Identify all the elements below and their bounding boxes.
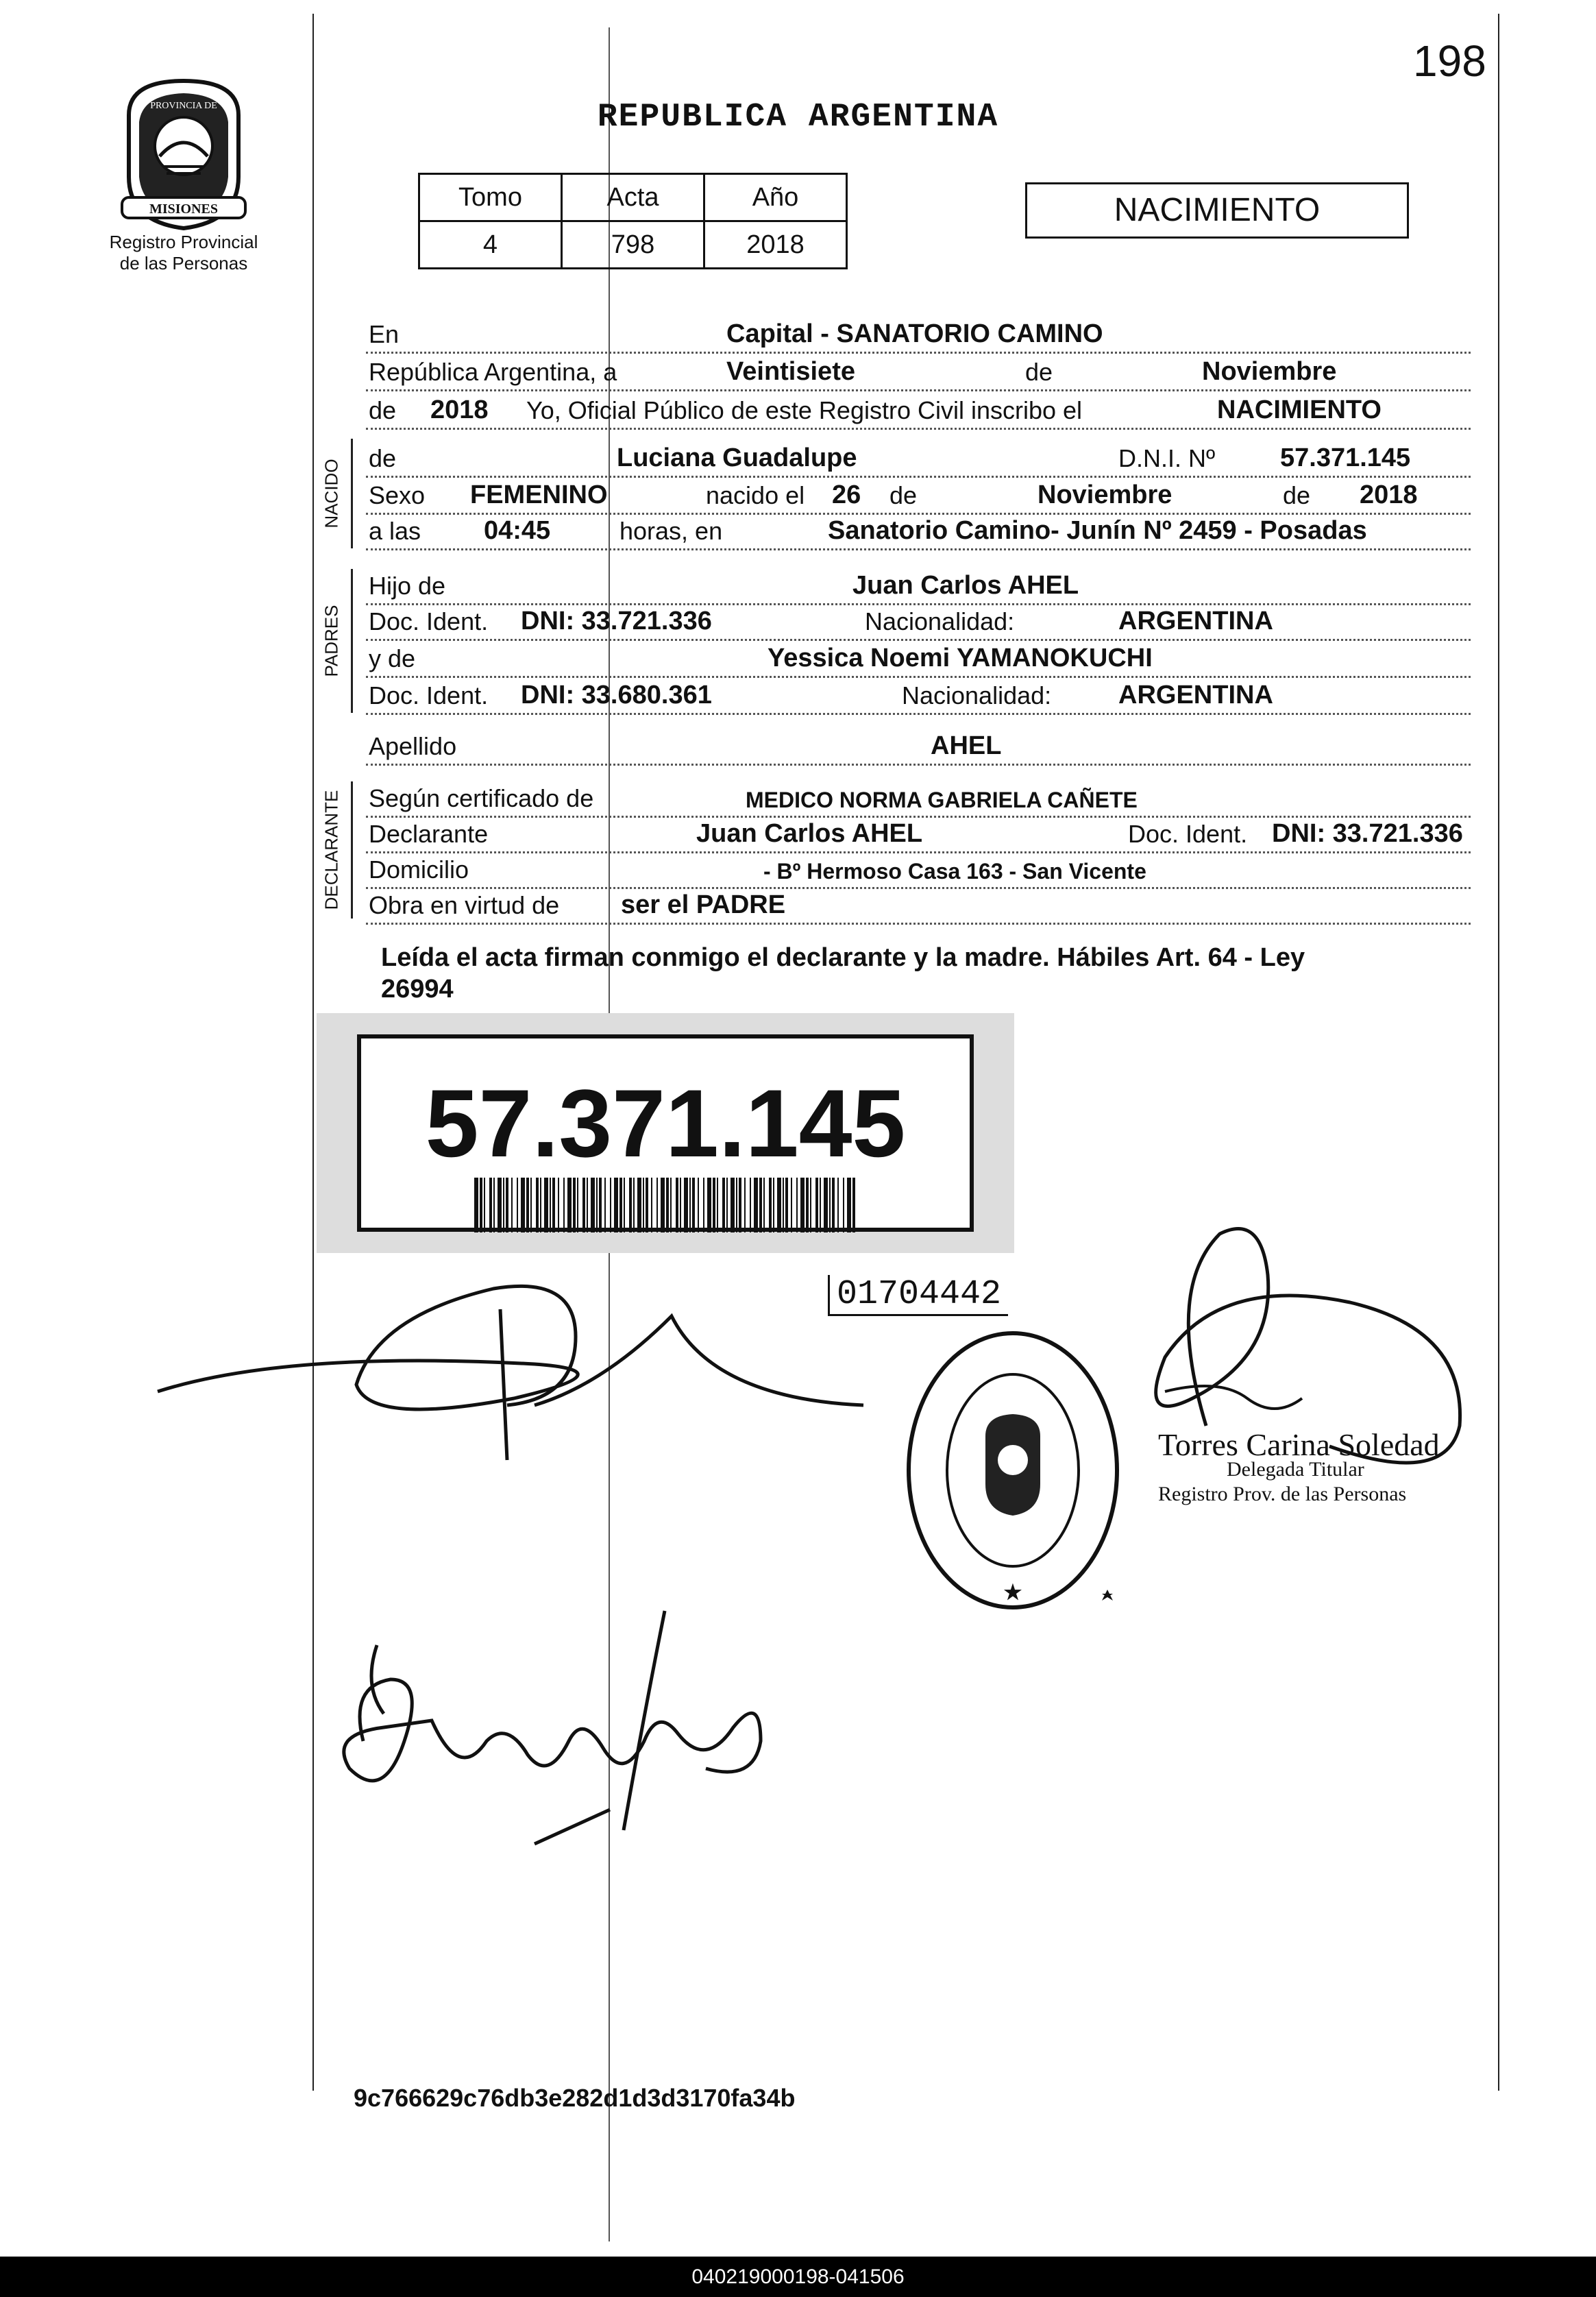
value-mother-nationality: ARGENTINA [1118,681,1273,709]
value-domicilio: - Bº Hermoso Casa 163 - San Vicente [763,859,1146,884]
barcode-bar [847,1178,851,1232]
label-de: de [1025,358,1053,386]
value-tomo: 4 [419,221,562,269]
barcode-bar [763,1178,765,1232]
value-birth-place: Sanatorio Camino- Junín Nº 2459 - Posadas [828,516,1367,545]
barcode-bar [567,1178,572,1232]
barcode-bar [754,1178,758,1232]
record-table-header [419,174,847,221]
value-inscribo: NACIMIENTO [1217,396,1382,424]
value-month-words: Noviembre [1202,357,1337,386]
barcode-bar [689,1178,691,1232]
barcode-bar [536,1178,539,1232]
barcode-bar [521,1178,525,1232]
header-anio: Año [704,174,847,221]
barcode-bar [744,1178,746,1232]
barcode-bar [629,1178,632,1232]
section-nacido [317,439,347,548]
row-certificado [366,783,1471,818]
value-anio: 2018 [704,221,847,269]
dni-barcode [474,1178,857,1232]
barcode-bar [544,1178,548,1232]
label-de-3: de [1283,481,1311,509]
document-title: REPUBLICA ARGENTINA [597,99,999,136]
barcode-bar [624,1178,625,1232]
record-type-box: NACIMIENTO [1025,182,1409,239]
barcode-bar [773,1178,774,1232]
barcode-bar [852,1178,855,1232]
label-y-de: y de [369,644,416,672]
barcode-bar [577,1178,578,1232]
value-certificado: MEDICO NORMA GABRIELA CAÑETE [746,788,1138,812]
barcode-bar [498,1178,502,1232]
row-en [366,319,1471,354]
value-sexo: FEMENINO [470,481,608,509]
dni-stamp-number: 57.371.145 [425,1069,906,1177]
barcode-bar [526,1178,529,1232]
barcode-bar [517,1178,518,1232]
barcode-bar [820,1178,821,1232]
label-nacionalidad-2: Nacionalidad: [902,681,1052,709]
value-name: Luciana Guadalupe [617,443,857,472]
value-acta: 798 [562,221,704,269]
value-apellido: AHEL [931,731,1002,760]
label-nacionalidad: Nacionalidad: [865,607,1015,635]
closing-line1: Leída el acta firman conmigo el declarante y la madre. Hábiles Art. 64 - Ley [381,943,1305,972]
barcode-bar [643,1178,644,1232]
section-padres-label: PADRES [321,605,342,677]
barcode-bar [692,1178,695,1232]
barcode-bar [739,1178,741,1232]
section-declarante-line [351,781,353,919]
barcode-bar [591,1178,595,1232]
row-sexo [366,480,1471,515]
barcode-bar [806,1178,809,1232]
barcode-bar [558,1178,559,1232]
row-father-doc [366,606,1471,641]
label-de-2: de [889,481,918,509]
label-domicilio: Domicilio [369,855,469,884]
barcode-bar [633,1178,635,1232]
barcode-bar [511,1178,513,1232]
document-hash: 9c766629c76db3e282d1d3d3170fa34b [354,2084,796,2112]
value-place: Capital - SANATORIO CAMINO [726,319,1103,348]
barcode-bar [661,1178,665,1232]
barcode-bar [587,1178,588,1232]
barcode-bar [614,1178,618,1232]
value-father-doc: DNI: 33.721.336 [521,607,712,635]
value-declarante: Juan Carlos AHEL [696,819,923,848]
barcode-bar [713,1178,715,1232]
barcode-bar [676,1178,678,1232]
row-obra [366,890,1471,925]
barcode-bar [800,1178,805,1232]
row-republica [366,356,1471,391]
barcode-bar [680,1178,681,1232]
barcode-bar [540,1178,541,1232]
row-hijo-de [366,570,1471,605]
barcode-bar [750,1178,751,1232]
section-padres [317,569,347,713]
record-table [418,173,848,269]
record-table-values [419,221,847,269]
barcode-bar [666,1178,669,1232]
barcode-bar [783,1178,784,1232]
row-name [366,443,1471,478]
barcode-bar [596,1178,598,1232]
value-father-nationality: ARGENTINA [1118,607,1273,635]
svg-text:PROVINCIA DE: PROVINCIA DE [150,101,217,111]
section-nacido-label: NACIDO [321,459,342,528]
label-apellido: Apellido [369,732,457,760]
barcode-bar [651,1178,652,1232]
barcode-bar [707,1178,711,1232]
value-mother-name: Yessica Noemi YAMANOKUCHI [768,644,1153,672]
label-doc-ident-2: Doc. Ident. [369,681,489,709]
barcode-bar [815,1178,818,1232]
barcode-bar [474,1178,478,1232]
value-declarante-doc: DNI: 33.721.336 [1272,819,1463,848]
label-horas-en: horas, en [619,517,723,545]
barcode-bar [777,1178,781,1232]
delegate-office: Registro Prov. de las Personas [1158,1483,1407,1505]
barcode-bar [832,1178,835,1232]
barcode-bar [796,1178,798,1232]
barcode-bar [619,1178,622,1232]
page-number: 198 [1413,36,1486,86]
value-mother-doc: DNI: 33.680.361 [521,681,712,709]
barcode-bar [599,1178,602,1232]
svg-text:★: ★ [1003,1581,1022,1604]
barcode-bar [726,1178,728,1232]
closing-line2: 26994 [381,975,454,1004]
header-acta: Acta [562,174,704,221]
barcode-bar [829,1178,831,1232]
barcode-bar [563,1178,565,1232]
label-inscribo: Yo, Oficial Público de este Registro Civil inscribo el [526,396,1083,424]
barcode-bar [582,1178,585,1232]
section-declarante [317,781,347,919]
label-sexo: Sexo [369,481,426,509]
registry-label [89,232,278,274]
label-republica: República Argentina, a [369,358,617,386]
barcode-bar [785,1178,788,1232]
mother-signature [322,1604,815,1864]
label-declarante: Declarante [369,820,489,848]
label-doc-ident: Doc. Ident. [369,607,489,635]
barcode-bar [656,1178,658,1232]
closing-statement [381,942,1491,1005]
svg-text:MISIONES: MISIONES [149,202,219,217]
label-obra: Obra en virtud de [369,891,560,919]
label-certificado: Según certificado de [369,784,594,812]
barcode-bar [843,1178,844,1232]
delegate-block [1158,1427,1440,1507]
row-declarante [366,818,1471,853]
value-day-words: Veintisiete [726,357,855,386]
barcode-bar [769,1178,772,1232]
barcode-bar [717,1178,718,1232]
section-declarante-label: DECLARANTE [321,790,342,910]
barcode-bar [810,1178,811,1232]
barcode-bar [550,1178,551,1232]
footer-code: 040219000198-041506 [0,2257,1596,2297]
label-de-year: de [369,396,397,424]
barcode-bar [503,1178,504,1232]
misiones-coat-of-arms-logo [115,74,252,232]
barcode-bar [573,1178,576,1232]
barcode-bar [530,1178,532,1232]
value-birth-time: 04:45 [484,516,551,545]
row-domicilio [366,854,1471,889]
section-nacido-line [351,439,353,548]
label-hijo-de: Hijo de [369,572,446,600]
label-doc-ident-3: Doc. Ident. [1128,820,1248,848]
value-birth-month: Noviembre [1038,481,1173,509]
barcode-bar [670,1178,672,1232]
delegate-title: Delegada Titular [1227,1458,1364,1481]
barcode-bar [493,1178,495,1232]
barcode-bar [703,1178,704,1232]
value-dni: 57.371.145 [1280,443,1411,472]
row-mother-doc [366,680,1471,715]
value-birth-year: 2018 [1360,481,1418,509]
label-nacido-el: nacido el [706,481,805,509]
barcode-bar [604,1178,606,1232]
section-padres-line [351,569,353,713]
barcode-bar [484,1178,485,1232]
dni-stamp [317,1013,1014,1253]
value-father-name: Juan Carlos AHEL [852,571,1079,600]
declarant-signature [151,1248,870,1467]
barcode-bar [684,1178,688,1232]
header-tomo: Tomo [419,174,562,221]
barcode-bar [637,1178,641,1232]
serial-number: 01704442 [828,1275,1008,1316]
label-dni: D.N.I. Nº [1118,444,1216,472]
value-birth-day: 26 [832,481,861,509]
value-obra: ser el PADRE [621,890,786,919]
barcode-bar [837,1178,839,1232]
barcode-bar [646,1178,648,1232]
label-de-name: de [369,444,397,472]
barcode-bar [791,1178,792,1232]
barcode-bar [506,1178,508,1232]
row-a-las [366,515,1471,550]
left-margin-line [312,14,314,2091]
row-apellido [366,731,1471,766]
delegate-name: Torres Carina Soledad [1158,1427,1440,1462]
right-margin-line [1498,14,1499,2091]
registry-label-line2: de las Personas [119,253,248,274]
barcode-bar [759,1178,762,1232]
barcode-bar [480,1178,482,1232]
barcode-bar [736,1178,737,1232]
barcode-bar [731,1178,735,1232]
barcode-bar [552,1178,555,1232]
label-en: En [369,320,400,348]
value-year: 2018 [430,396,489,424]
row-y-de [366,643,1471,678]
registry-label-line1: Registro Provincial [109,232,258,252]
barcode-bar [824,1178,828,1232]
barcode-bar [489,1178,492,1232]
label-a-las: a las [369,517,421,545]
barcode-bar [722,1178,725,1232]
barcode-bar [698,1178,699,1232]
registry-seal [903,1326,1122,1614]
barcode-bar [610,1178,611,1232]
row-inscribo [366,395,1471,430]
